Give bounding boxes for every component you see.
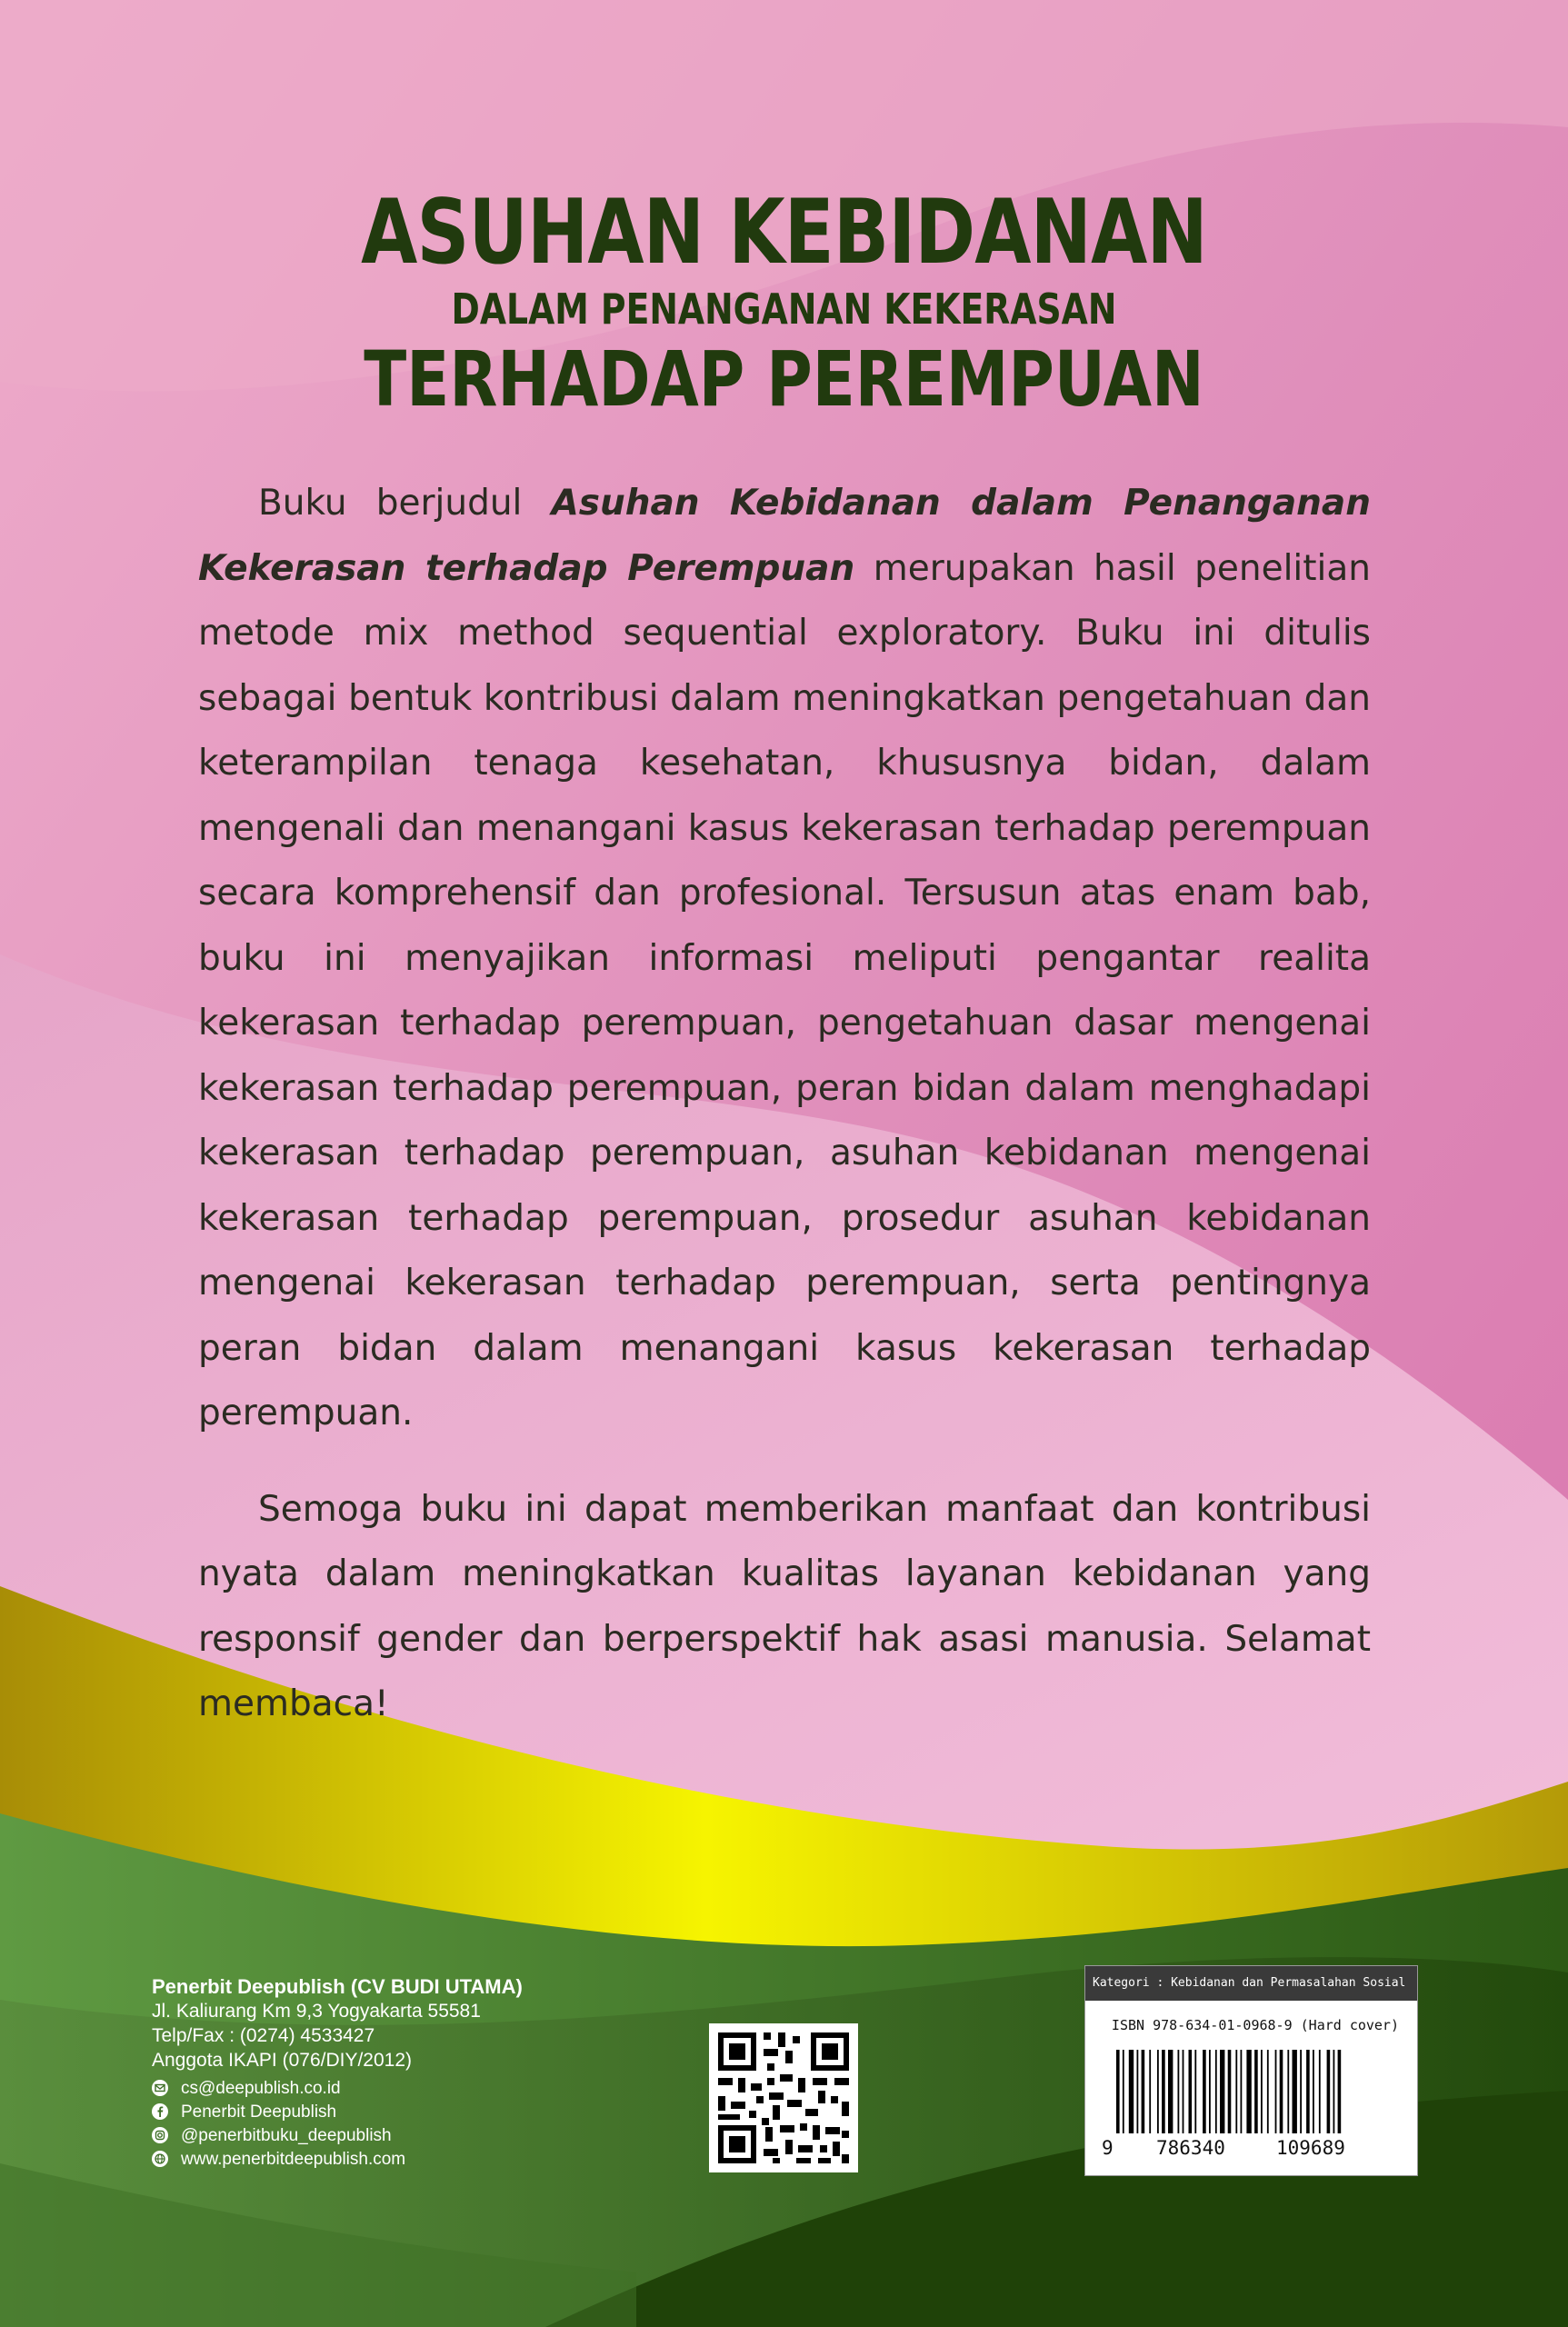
barcode-bar <box>1287 2050 1289 2133</box>
barcode-bar <box>1168 2050 1173 2133</box>
website-text: www.penerbitdeepublish.com <box>181 2149 406 2169</box>
synopsis-paragraph-1 <box>198 471 1371 1446</box>
publisher-name: Penerbit Deepublish (CV BUDI UTAMA) <box>152 1975 523 1998</box>
barcode-bar <box>1235 2050 1237 2133</box>
barcode-bar <box>1327 2050 1331 2133</box>
email-icon <box>152 2080 168 2096</box>
barcode-bar <box>1149 2050 1151 2133</box>
barcode-graphic <box>1104 2050 1403 2133</box>
facebook-icon <box>152 2103 168 2120</box>
barcode-bar <box>1129 2050 1134 2133</box>
title-line-1: ASUHAN KEBIDANAN <box>361 181 1207 285</box>
barcode-bar <box>1203 2050 1206 2133</box>
barcode-bar <box>1162 2050 1165 2133</box>
barcode-bar <box>1178 2050 1180 2133</box>
publisher-address: Jl. Kaliurang Km 9,3 Yogyakarta 55581 <box>152 2001 481 2022</box>
barcode-bar <box>1189 2050 1193 2133</box>
barcode-bar <box>1142 2050 1145 2133</box>
isbn-barcode-label <box>1084 1965 1418 2176</box>
category-label: Kategori : Kebidanan dan Permasalahan Sosial <box>1085 1966 1417 2001</box>
barcode-bar <box>1319 2050 1321 2133</box>
barcode-bar <box>1261 2050 1263 2133</box>
synopsis-body: merupakan hasil penelitian metode mix method sequential exploratory. Buku ini ditulis sebagai bentuk kontribusi dalam meningkatkan pengetahuan dan keterampilan tenaga kesehatan, khususnya bidan, dalam mengenali dan menangani kasus kekerasan terhadap perempuan secara komprehensif dan profesional. Tersusun atas enam bab, buku ini menyajikan informasi meliputi pengantar realita kekerasan terhadap perempuan, pengetahuan dasar mengenai kekerasan terhadap perempuan, peran bidan dalam menghadapi kekerasan terhadap perempuan, asuhan kebidanan mengenai kekerasan terhadap perempuan, prosedur asuhan kebidanan mengenai kekerasan terhadap perempuan, serta pentingnya peran bidan dalam menangani kasus kekerasan terhadap perempuan. <box>198 547 1371 1433</box>
barcode-bar <box>1123 2050 1124 2133</box>
contact-instagram[interactable] <box>152 2123 588 2147</box>
instagram-text: @penerbitbuku_deepublish <box>181 2125 392 2145</box>
barcode-bar <box>1293 2050 1297 2133</box>
barcode-bar <box>1300 2050 1302 2133</box>
qr-code-graphic <box>709 2023 858 2172</box>
barcode-bar <box>1157 2050 1159 2133</box>
qr-code[interactable] <box>709 2023 858 2172</box>
barcode-bar <box>1306 2050 1310 2133</box>
publisher-info <box>152 1974 588 2171</box>
barcode-bar <box>1209 2050 1211 2133</box>
barcode-bar <box>1267 2050 1269 2133</box>
barcode-bar <box>1254 2050 1258 2133</box>
barcode-bar <box>1241 2050 1243 2133</box>
barcode-bar <box>1280 2050 1283 2133</box>
barcode-bar <box>1228 2050 1232 2133</box>
contact-email[interactable] <box>152 2076 588 2100</box>
contact-website[interactable] <box>152 2147 588 2171</box>
book-title <box>0 182 1568 424</box>
contact-facebook[interactable] <box>152 2100 588 2123</box>
globe-icon <box>152 2151 168 2167</box>
barcode-bar <box>1338 2050 1342 2133</box>
barcode-bar <box>1194 2050 1196 2133</box>
barcode-bar <box>1116 2050 1120 2133</box>
isbn-text: ISBN 978-634-01-0968-9 (Hard cover) <box>1111 2017 1399 2033</box>
barcode-bar <box>1137 2050 1139 2133</box>
barcode-bar <box>1333 2050 1335 2133</box>
synopsis-lead: Buku berjudul <box>258 483 552 524</box>
barcode-bar <box>1220 2050 1224 2133</box>
barcode-bar <box>1183 2050 1184 2133</box>
barcode-bar <box>1313 2050 1314 2133</box>
barcode-bar <box>1275 2050 1277 2133</box>
synopsis-book-title: Asuhan Kebidanan dalam Penanganan Kekerasan terhadap Perempuan <box>198 483 1371 589</box>
synopsis <box>198 471 1371 1737</box>
barcode-bar <box>1215 2050 1217 2133</box>
barcode-bar <box>1246 2050 1251 2133</box>
facebook-text: Penerbit Deepublish <box>181 2102 337 2122</box>
barcode-digits-mid: 786340 <box>1156 2137 1225 2159</box>
email-text: cs@deepublish.co.id <box>181 2078 341 2098</box>
instagram-icon <box>152 2127 168 2143</box>
synopsis-paragraph-2: Semoga buku ini dapat memberikan manfaat dan kontribusi nyata dalam meningkatkan kualitas layanan kebidanan yang responsif gender dan berperspektif hak asasi manusia. Selamat membaca! <box>198 1488 1371 1724</box>
publisher-membership: Anggota IKAPI (076/DIY/2012) <box>152 2050 413 2071</box>
barcode-digit-first: 9 <box>1102 2137 1114 2159</box>
title-line-3: TERHADAP PEREMPUAN <box>364 335 1204 424</box>
title-line-2: DALAM PENANGANAN KEKERASAN <box>451 285 1117 334</box>
publisher-phone: Telp/Fax : (0274) 4533427 <box>152 2025 375 2046</box>
barcode-digits-last: 109689 <box>1276 2137 1345 2159</box>
